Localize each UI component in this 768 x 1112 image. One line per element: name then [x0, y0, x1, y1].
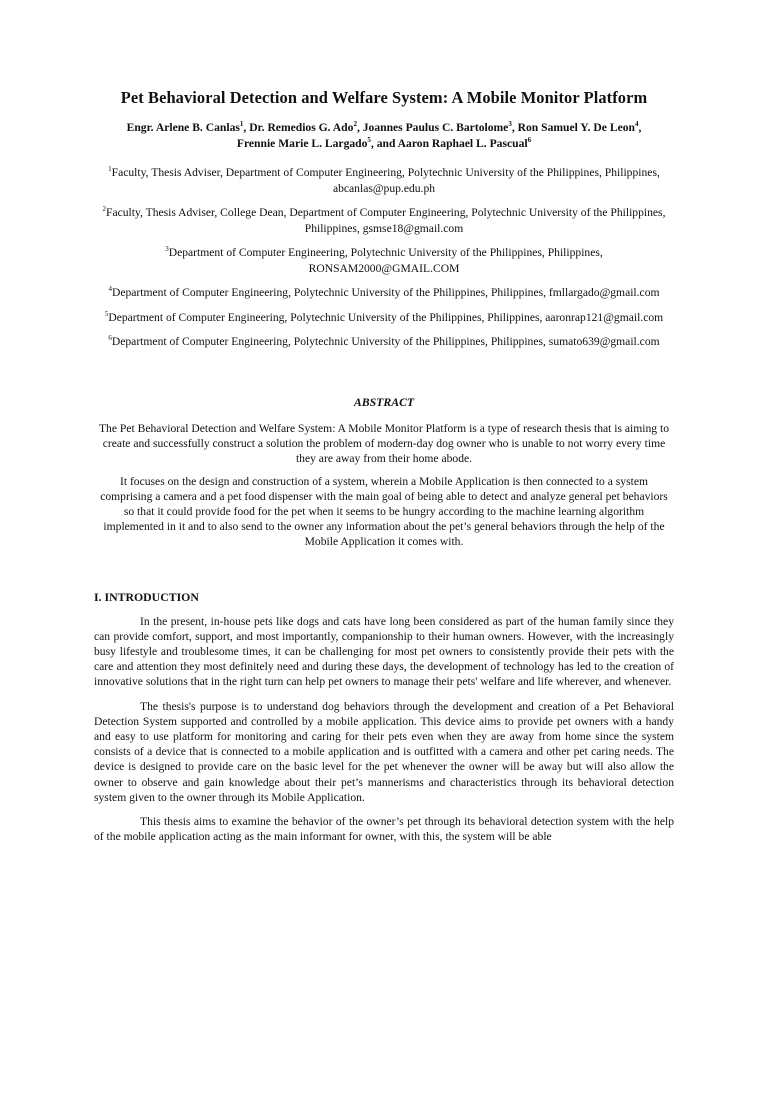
abstract-paragraph: It focuses on the design and construction of a system, wherein a Mobile Application is then connected to a system comprising a camera and a pet food dispenser with the main goal of being able to detect and analyze general pet behaviors so that it could provide food for the pet when it seems to be hungry according to the machine learning algorithm implemented in it and to also send to the owner any information about the pet’s general behaviors through the help of the Mobile Application it comes with.: [100, 474, 668, 548]
author: Joannes Paulus C. Bartolome$^3$,: [362, 120, 518, 134]
affiliation: $^5$Department of Computer Engineering, Polytechnic University of the Philippines, Philippines, aaronrap121@gmail.com: [104, 309, 664, 324]
affiliation: $^3$Department of Computer Engineering, Polytechnic University of the Philippines, Philippines, RONSAM2000@GMAIL.COM: [165, 245, 603, 275]
body-paragraph: In the present, in-house pets like dogs and cats have long been considered as part of the human family since they can provide comfort, support, and most importantly, companionship to their human owners. However, with the increasingly busy lifestyle and troublesome times, it can be challenging for most pet owners to consistently provide their pets with the care and attention they most definitely need and during these days, the development of technology has led to the creation of innovative solutions that in the right turn can help pet owners to manage their pets' welfare and life wherever, and whenever.: [94, 614, 674, 689]
author: Engr. Arlene B. Canlas$^1$,: [126, 120, 250, 134]
author: Frennie Marie L. Largado$^5$, and: [236, 136, 398, 150]
affiliation: $^1$Faculty, Thesis Adviser, Department of Computer Engineering, Polytechnic University of the Philippines, Philippines, abcanlas@pup.edu.ph: [108, 165, 660, 195]
paper-title: Pet Behavioral Detection and Welfare System: A Mobile Monitor Platform: [120, 88, 648, 107]
affiliation-list: [94, 165, 674, 350]
author-list: [94, 120, 674, 152]
section-heading-introduction: I. INTRODUCTION: [94, 589, 199, 604]
abstract-paragraph: The Pet Behavioral Detection and Welfare System: A Mobile Monitor Platform is a type of research thesis that is aiming to create and successfully construct a solution the problem of modern-day dog owner who is unable to not worry every time they are away from their home abode.: [98, 421, 670, 465]
body-paragraph: The thesis's purpose is to understand dog behaviors through the development and creation of a Pet Behavioral Detection System supported and controlled by a mobile application. This device aims to provide pet owners with a handy and easy to use platform for monitoring and caring for their pets even when they are away from home since the system consists of a device that is connected to a mobile application and is outfitted with a camera and other pet caring needs. The device is designed to provide care on the basic level for the pet whenever the owner will be away but will also allow the owner to observe and gain knowledge about their pet’s mannerisms and characteristics through its behavioral detection system given to the owner through its Mobile Application.: [94, 699, 674, 804]
abstract-heading: ABSTRACT: [353, 394, 415, 409]
body-paragraph: This thesis aims to examine the behavior of the owner’s pet through its behavioral detection system with the help of the mobile application acting as the main informant for owner, with this, the system will be able: [94, 814, 674, 844]
author: Dr. Remedios G. Ado$^2$,: [249, 120, 363, 134]
affiliation: $^6$Department of Computer Engineering, Polytechnic University of the Philippines, Philippines, sumato639@gmail.com: [108, 334, 660, 348]
author: Ron Samuel Y. De Leon$^4$,: [517, 120, 642, 134]
affiliation: $^4$Department of Computer Engineering, Polytechnic University of the Philippines, Philippines, fmllargado@gmail.com: [108, 285, 660, 299]
paper-page: [0, 88, 768, 1112]
affiliation: $^2$Faculty, Thesis Adviser, College Dean, Department of Computer Engineering, Polytechnic University of the Philippines, Philippines, gsmse18@gmail.com: [102, 205, 666, 235]
author: Aaron Raphael L. Pascual$^6$: [397, 136, 532, 150]
